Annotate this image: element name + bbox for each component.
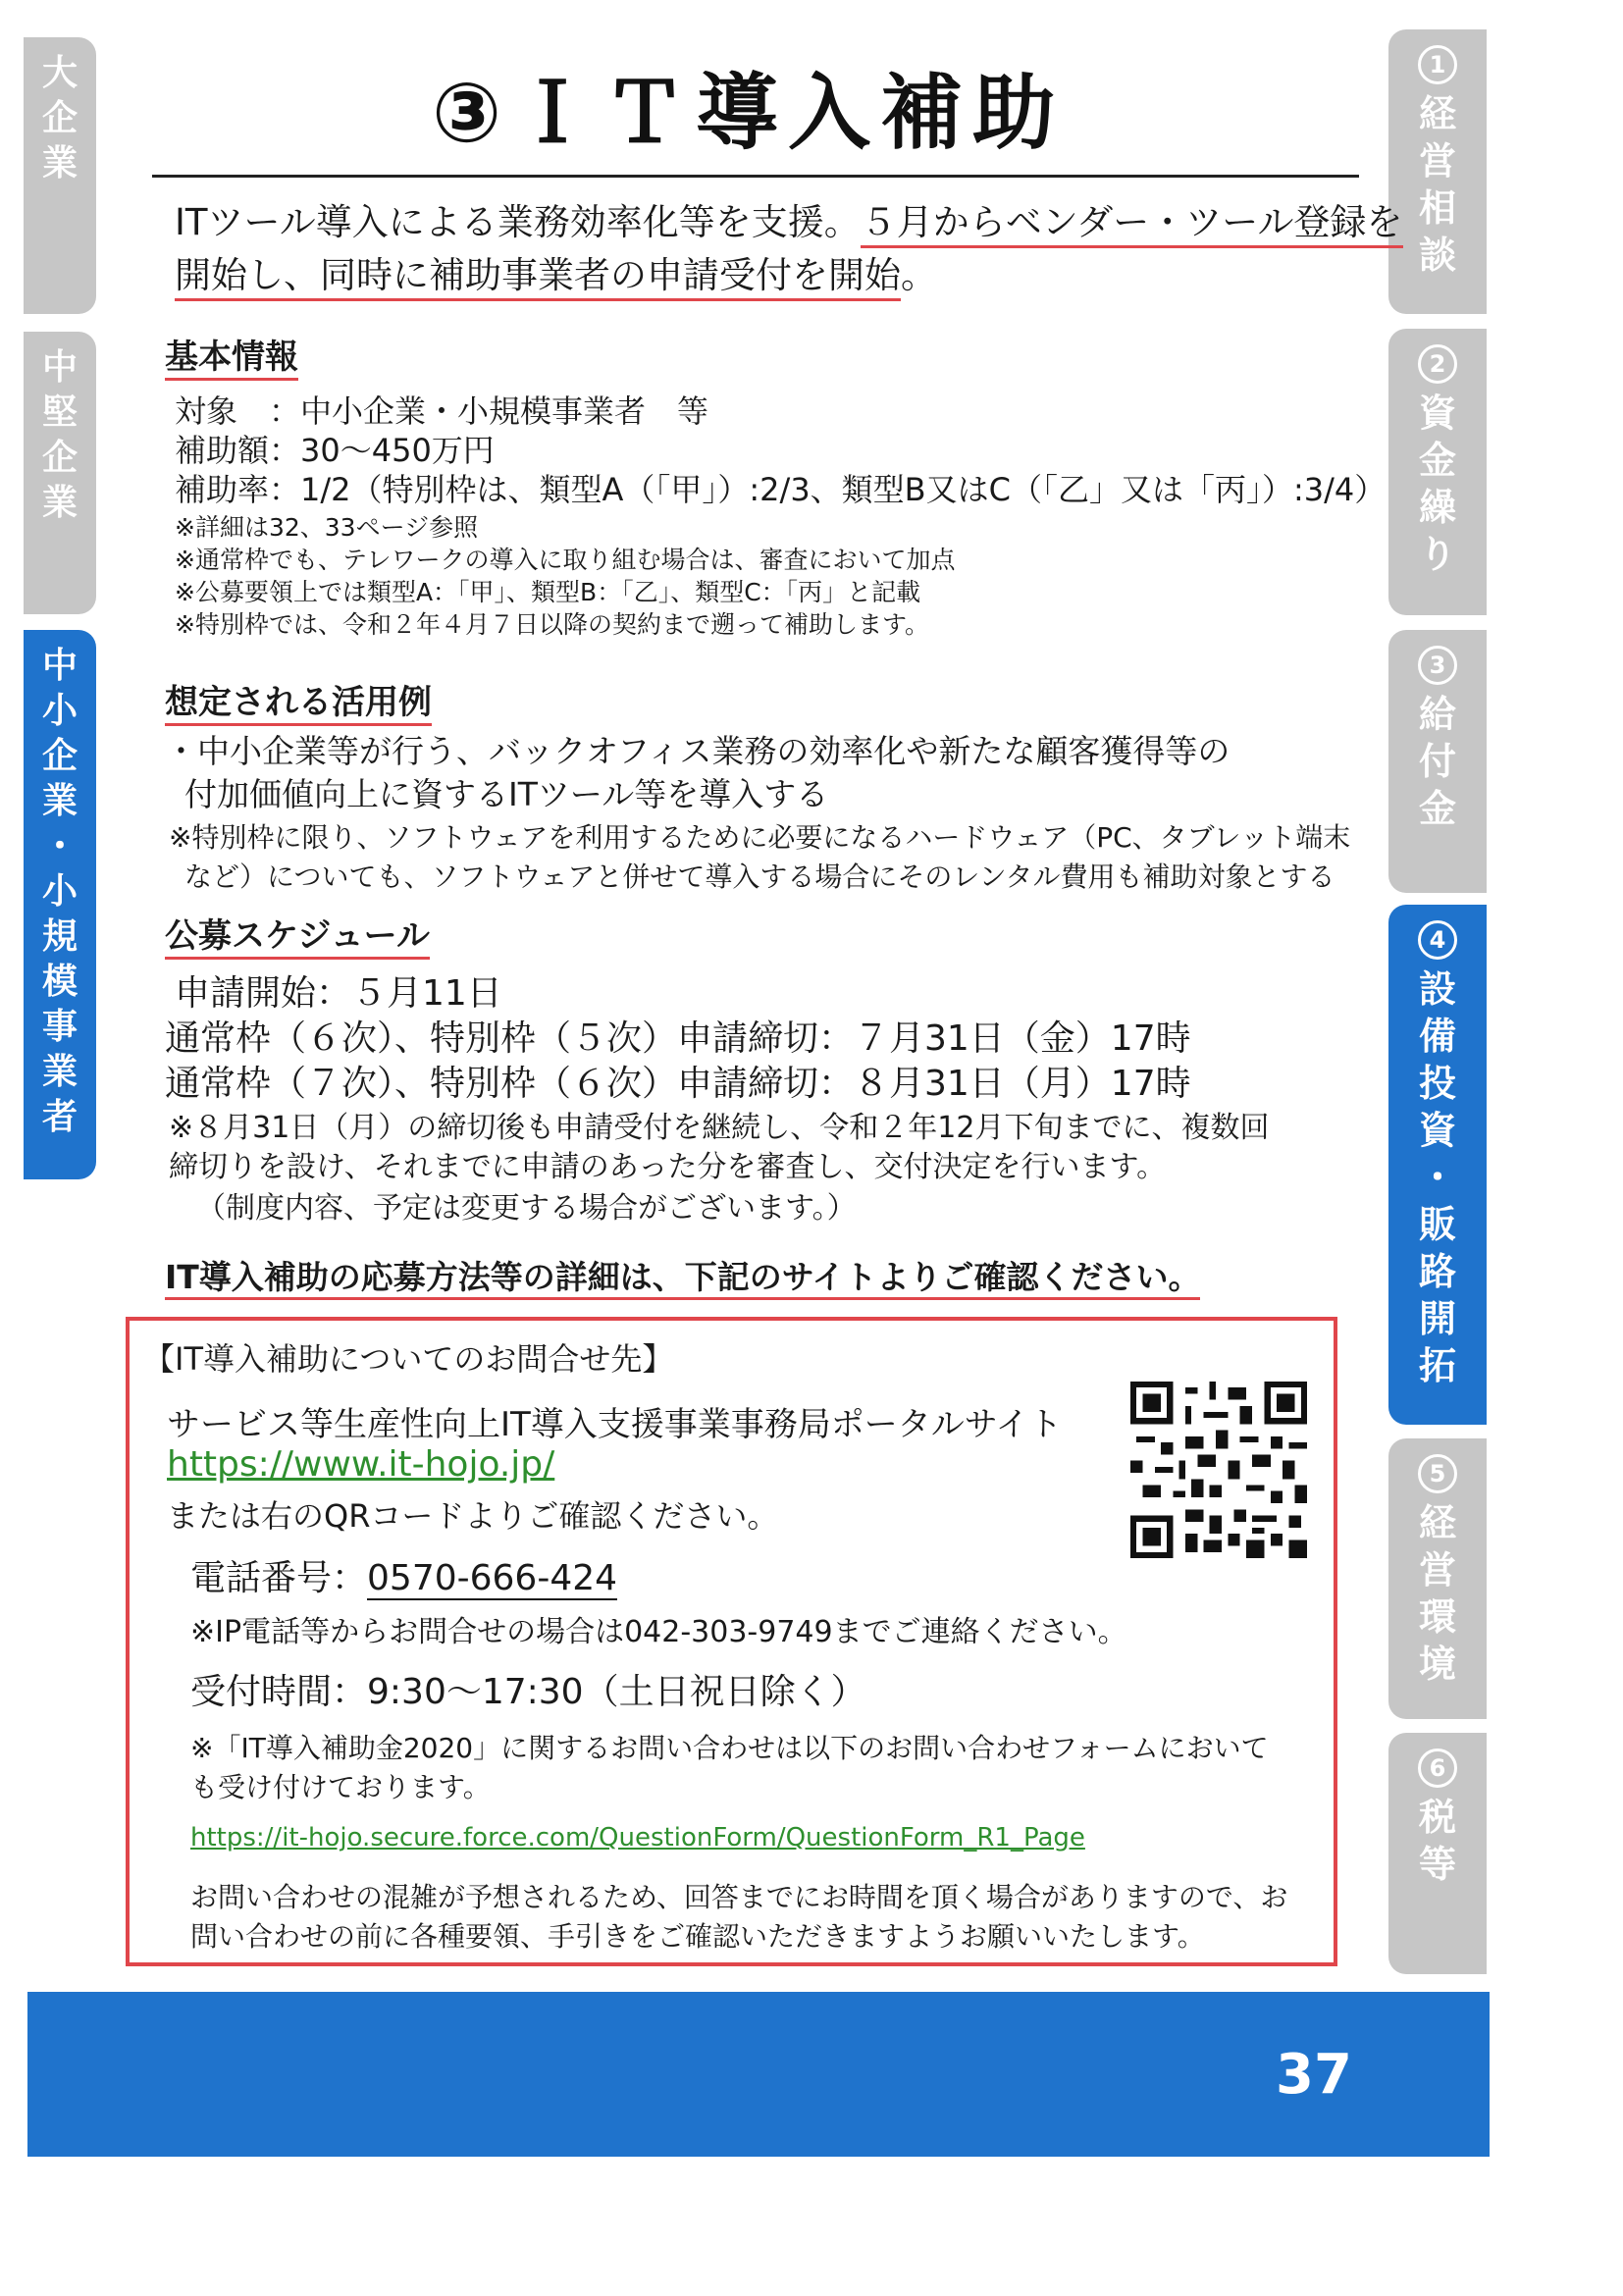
usage-line2: 付加価値向上に資するITツール等を導入する (184, 775, 829, 813)
tab-label-char: 相 (1418, 186, 1456, 230)
tab-label-char: 企 (41, 438, 78, 478)
basic-note: ※通常枠でも、テレワークの導入に取り組む場合は、審査において加点 (175, 546, 956, 574)
tab-label-char: 投 (1418, 1062, 1456, 1105)
contact-phone (190, 1550, 617, 1600)
tab-number-badge: 2 (1418, 344, 1457, 384)
tab-label-char: 営 (1418, 139, 1456, 183)
tab-label-char: 業 (41, 781, 78, 821)
schedule-deadline1: 通常枠（６次）、特別枠（５次）申請締切：７月31日（金）17時 (165, 1018, 1191, 1059)
schedule-start: 申請開始：５月11日 (175, 973, 502, 1014)
tab-label-char: 経 (1418, 1501, 1456, 1544)
schedule-note1: ※８月31日（月）の締切後も申請受付を継続し、令和２年12月下旬までに、複数回 (169, 1111, 1270, 1145)
footer-bar (27, 1992, 1490, 2157)
page-number: 37 (1276, 2043, 1352, 2107)
tab-label-char: 備 (1418, 1015, 1456, 1058)
lead-text (175, 192, 1403, 245)
basic-note: ※特別枠では、令和２年４月７日以降の契約まで遡って補助します。 (175, 610, 929, 639)
title-divider (152, 175, 1359, 178)
tab-label-char: 税 (1418, 1796, 1456, 1839)
tab-label-char: 経 (1418, 92, 1456, 135)
qr-code-icon[interactable] (1130, 1382, 1307, 1558)
tab-label-char: 路 (1418, 1250, 1456, 1293)
tab-number-badge: 4 (1418, 920, 1457, 960)
right-tab-1-management-consult[interactable] (1388, 29, 1487, 314)
portal-url-link[interactable]: https://www.it-hojo.jp/ (167, 1444, 555, 1485)
lead-part4: 。 (901, 254, 937, 296)
tab-label-char: 環 (1418, 1595, 1456, 1639)
tab-number-badge: 1 (1418, 45, 1457, 84)
tab-label-char: 境 (1418, 1643, 1456, 1686)
tab-label-char: 開 (1418, 1297, 1456, 1340)
tab-label-char: り (1418, 533, 1456, 576)
tab-label-char: 談 (1418, 234, 1456, 277)
tab-label-char: 資 (1418, 391, 1456, 435)
tab-label-char: 営 (1418, 1548, 1456, 1592)
lead-text-line2 (175, 245, 937, 298)
page-title: ③ＩＴ導入補助 (432, 65, 1066, 161)
detail-line: IT導入補助の応募方法等の詳細は、下記のサイトよりご確認ください。 (165, 1252, 1200, 1298)
basic-rate: 補助率：1/2（特別枠は、類型A（「甲」）:2/3、類型B又はC（「乙」又は「丙」）:3/4） (175, 471, 1387, 508)
contact-hours: 受付時間：9:30～17:30（土日祝日除く） (190, 1672, 866, 1712)
contact-form-note2: も受け付けております。 (190, 1771, 491, 1803)
tab-label-char: ・ (41, 826, 78, 866)
lead-part3-underlined: 開始し、同時に補助事業者の申請受付を開始 (175, 254, 901, 301)
lead-part1: ITツール導入による業務効率化等を支援。 (175, 201, 861, 243)
right-tab-4-capital-investment[interactable] (1388, 905, 1487, 1425)
usage-heading: 想定される活用例 (165, 675, 432, 723)
tab-label-char: 中 (41, 646, 78, 686)
contact-closing2: 問い合わせの前に各種要領、手引きをご確認いただきますようお願いいたします。 (190, 1920, 1205, 1953)
tab-label-char: 堅 (41, 392, 78, 433)
tab-label-char: 拓 (1418, 1344, 1456, 1387)
lead-part2-underlined: ５月からベンダー・ツール登録を (861, 201, 1403, 248)
tab-label-char: 模 (41, 962, 78, 1002)
tab-label-char: 等 (1418, 1843, 1456, 1886)
tab-label-char: 販 (1418, 1203, 1456, 1246)
contact-portal: サービス等生産性向上IT導入支援事業事務局ポータルサイト (167, 1405, 1063, 1444)
schedule-note3: （制度内容、予定は変更する場合がございます。） (196, 1191, 857, 1226)
tab-label-char: 企 (41, 98, 78, 138)
left-tab-large-enterprise[interactable] (24, 37, 96, 314)
tab-number-badge: 6 (1418, 1748, 1457, 1788)
tab-number-badge: 5 (1418, 1454, 1457, 1493)
schedule-note2: 締切りを設け、それまでに申請のあった分を審査し、交付決定を行います。 (169, 1150, 1167, 1184)
usage-line1: ・中小企業等が行う、バックオフィス業務の効率化や新たな顧客獲得等の (165, 732, 1230, 770)
basic-info-heading: 基本情報 (165, 330, 298, 378)
question-form-link[interactable]: https://it-hojo.secure.force.com/QuestionForm/QuestionForm_R1_Page (190, 1823, 1085, 1852)
contact-form-note1: ※「IT導入補助金2020」に関するお問い合わせは以下のお問い合わせフォームにおいて (190, 1732, 1269, 1764)
tab-label-char: 小 (41, 691, 78, 731)
contact-header: 【IT導入補助についてのお問合せ先】 (143, 1340, 674, 1378)
tab-label-char: 業 (41, 1052, 78, 1092)
tab-label-char: 者 (41, 1097, 78, 1137)
tab-label-char: 中 (41, 347, 78, 388)
tab-label-char: 小 (41, 871, 78, 912)
tab-label-char: 規 (41, 916, 78, 957)
tab-label-char: 金 (1418, 439, 1456, 482)
basic-target: 対象 ：中小企業・小規模事業者 等 (175, 392, 709, 430)
schedule-deadline2: 通常枠（７次）、特別枠（６次）申請締切：８月31日（月）17時 (165, 1064, 1191, 1104)
schedule-heading: 公募スケジュール (165, 909, 430, 957)
usage-note1: ※特別枠に限り、ソフトウェアを利用するために必要になるハードウェア（PC、タブレット端末 (169, 821, 1351, 854)
tab-label-char: 業 (41, 483, 78, 523)
usage-note2: など）についても、ソフトウェアと併せて導入する場合にそのレンタル費用も補助対象とする (184, 861, 1335, 893)
tab-label-char: 企 (41, 736, 78, 776)
tab-label-char: 大 (41, 53, 78, 93)
basic-note: ※詳細は32、33ページ参照 (175, 513, 479, 542)
contact-closing1: お問い合わせの混雑が予想されるため、回答までにお時間を頂く場合がありますので、お (190, 1881, 1288, 1913)
tab-label-char: 付 (1418, 740, 1456, 783)
right-tab-5-business-environment[interactable] (1388, 1438, 1487, 1719)
phone-number[interactable]: 0570-666-424 (367, 1558, 618, 1598)
right-tab-2-financing[interactable] (1388, 329, 1487, 615)
tab-label-char: 事 (41, 1007, 78, 1047)
tab-label-char: 設 (1418, 967, 1456, 1011)
left-tab-mid-enterprise[interactable] (24, 332, 96, 614)
tab-number-badge: 3 (1418, 646, 1457, 685)
contact-qr-text: または右のQRコードよりご確認ください。 (167, 1497, 779, 1535)
basic-amount: 補助額：30～450万円 (175, 432, 495, 469)
contact-ip-note: ※IP電話等からお問合せの場合は042-303-9749までご連絡ください。 (190, 1615, 1127, 1649)
tab-label-char: 金 (1418, 787, 1456, 830)
tab-label-char: 給 (1418, 693, 1456, 736)
right-tab-6-tax[interactable] (1388, 1733, 1487, 1974)
right-tab-3-benefit[interactable] (1388, 630, 1487, 893)
tab-label-char: 資 (1418, 1109, 1456, 1152)
tab-label-char: ・ (1418, 1156, 1456, 1199)
left-tab-sme[interactable] (24, 630, 96, 1179)
basic-note: ※公募要領上では類型A：「甲」、類型B：「乙」、類型C：「丙」と記載 (175, 578, 921, 606)
phone-label: 電話番号： (190, 1558, 368, 1598)
tab-label-char: 繰 (1418, 486, 1456, 529)
tab-label-char: 業 (41, 143, 78, 183)
